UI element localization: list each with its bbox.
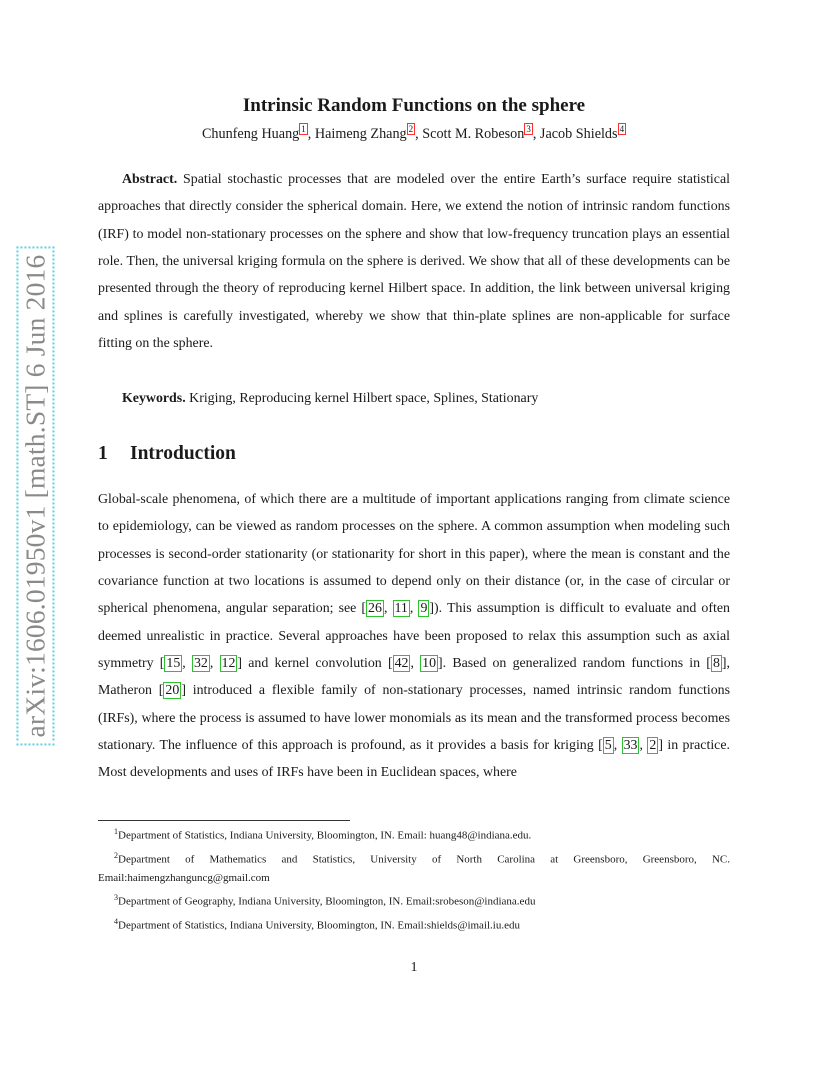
section-title: Introduction <box>130 443 236 464</box>
abstract <box>98 166 730 357</box>
keywords <box>98 385 730 412</box>
arxiv-identifier-stamp[interactable] <box>16 252 54 740</box>
citation-link[interactable]: 5 <box>604 738 612 754</box>
citation-link[interactable]: 42 <box>394 656 409 672</box>
intro-paragraph: Global-scale phenomena, of which there are a multitude of important applications ranging from climate science to epidemiology, can be viewed as random processes on the sphere. A common assumption when modeling such processes is second-order stationarity (or stationarity for short in this paper), where the mean is constant and the covariance function at two locations is assumed to depend only on their distance (or, in the case of circular or spherical phenomena, angular separation; see [ 26 , 11 , 9 ]). This assumption is difficult to evaluate and often deemed unrealistic in practice. Several approaches have been proposed to relax this assumption such as axial symmetry [ 15 , 32 , 12 ] and kernel convolution [ 42 , 10 ]. Based on generalized random functions in [ 8 ], Matheron [ 20 ] introduced a flexible family of non-stationary processes, named intrinsic random functions (IRFs), where the process is assumed to have lower monomials as its mean and the transformed process becomes stationary. The influence of this approach is profound, as it provides a basis for kriging [ 5 , 33 , 2 ] in practice. Most developments and uses of IRFs have been in Euclidean spaces, where <box>98 492 731 781</box>
abstract-text: Spatial stochastic processes that are modeled over the entire Earth’s surface require statistical approaches that directly consider the spherical domain. Here, we extend the notion of intrinsic random functions (IRF) to model non-stationary processes on the sphere and show that low-frequency truncation plays an essential role. Then, the universal kriging formula on the sphere is derived. We show that all of these developments can be presented through the theory of reproducing kernel Hilbert space. In addition, the link between universal kriging and splines is carefully investigated, whereby we show that thin-plate splines are non-applicable for surface fitting on the sphere. <box>98 172 730 352</box>
footnote-link[interactable]: 2 <box>408 124 414 135</box>
footnote-link[interactable]: 3 <box>526 124 531 135</box>
author-name: Scott M. Robeson <box>422 126 525 142</box>
footnote-mark: 2 <box>114 850 118 860</box>
citation-link[interactable]: 26 <box>368 601 382 617</box>
footnote-mark: 3 <box>114 893 118 903</box>
citation-link[interactable]: 2 <box>649 738 657 754</box>
footnote-text: Department of Mathematics and Statistics, University of North Carolina at Greensboro, Greensboro, NC. Email:haimengzhanguncg@gmail.com <box>98 853 730 885</box>
citation-link[interactable]: 11 <box>394 601 408 617</box>
footnote <box>98 888 730 912</box>
footnote-text: Department of Statistics, Indiana University, Bloomington, IN. Email: huang48@indiana.edu. <box>118 829 532 842</box>
citation-link[interactable]: 9 <box>420 601 428 617</box>
citation-link[interactable]: 12 <box>221 656 236 672</box>
citation-link[interactable]: 20 <box>165 683 180 699</box>
footnote-link[interactable]: 1 <box>301 124 306 135</box>
footnote-list <box>98 822 730 936</box>
footnote-text: Department of Geography, Indiana University, Bloomington, IN. Email:srobeson@indiana.edu <box>118 895 536 908</box>
footnote-text: Department of Statistics, Indiana University, Bloomington, IN. Email:shields@imail.iu.edu <box>118 919 520 932</box>
footnote-link[interactable]: 4 <box>619 124 625 135</box>
page-number: 1 <box>410 960 418 975</box>
section-number: 1 <box>98 443 108 464</box>
section-heading <box>98 443 236 465</box>
arxiv-identifier-text[interactable]: arXiv:1606.01950v1 [math.ST] 6 Jun 2016 <box>16 247 54 746</box>
citation-link[interactable]: 10 <box>422 656 437 672</box>
footnote <box>98 912 730 936</box>
citation-link[interactable]: 32 <box>193 656 208 672</box>
footnote-mark: 1 <box>114 827 118 836</box>
footnote-mark: 4 <box>114 916 118 926</box>
paper-title: Intrinsic Random Functions on the sphere <box>242 95 586 116</box>
citation-link[interactable]: 8 <box>712 656 720 672</box>
citation-link[interactable]: 33 <box>623 738 638 754</box>
abstract-label: Abstract. <box>122 172 178 187</box>
footnote-divider <box>98 820 350 821</box>
citation-link[interactable]: 15 <box>166 656 181 672</box>
author-name: Haimeng Zhang <box>314 126 407 142</box>
keywords-label: Keywords. <box>122 391 186 406</box>
author-list: Chunfeng Huang $^1$ , Haimeng Zhang $^2$ , Scott M. Robeson $^3$ , Jacob Shields $^4$ <box>201 124 625 142</box>
author-name: Jacob Shields <box>539 126 618 142</box>
author-name: Chunfeng Huang <box>201 126 300 142</box>
footnote <box>98 846 730 889</box>
footnote <box>98 822 730 846</box>
keywords-text: Kriging, Reproducing kernel Hilbert space, Splines, Stationary <box>189 391 539 406</box>
